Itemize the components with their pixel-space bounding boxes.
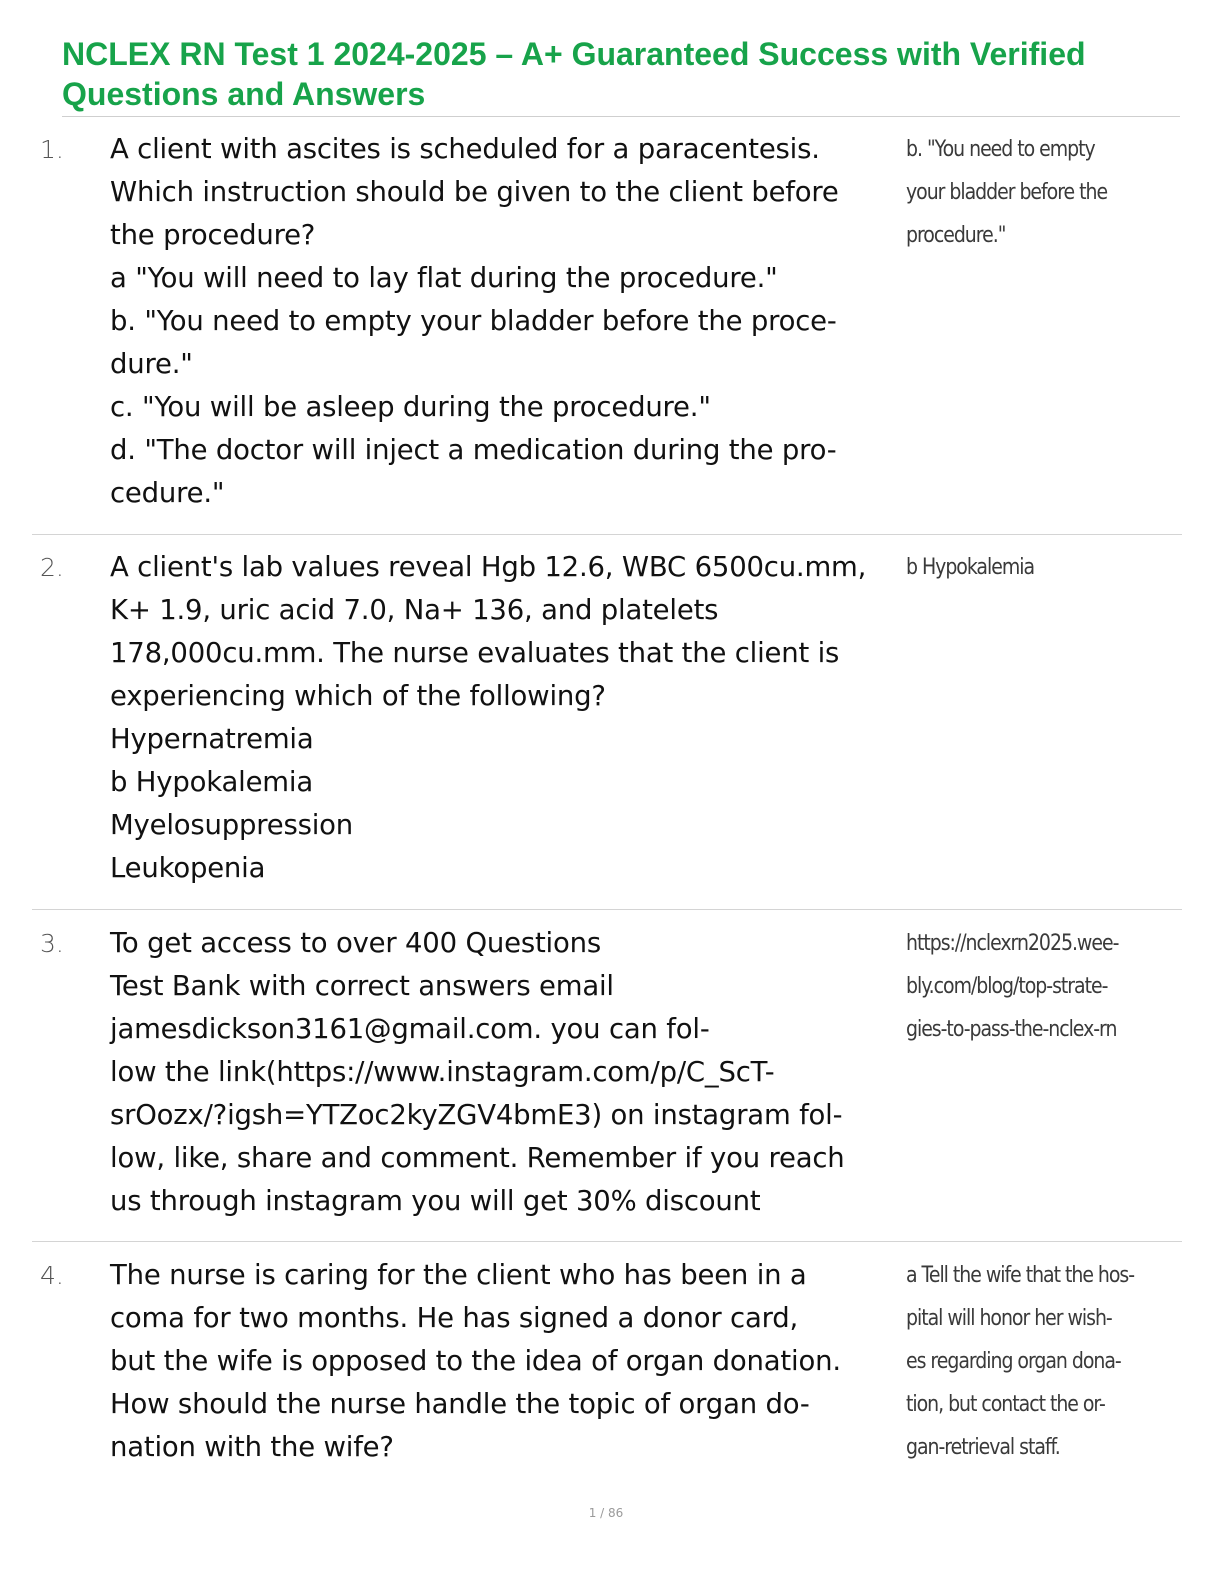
question-divider bbox=[32, 909, 1182, 910]
question-line: low the link(https://www.instagram.com/p/C_ScT- bbox=[110, 1056, 775, 1088]
question-line: 178,000cu.mm. The nurse evaluates that the client is bbox=[110, 637, 840, 669]
answer-line: b. "You need to empty bbox=[906, 137, 1095, 162]
question-line: cedure." bbox=[110, 477, 225, 509]
question-line: To get access to over 400 Questions bbox=[110, 927, 601, 959]
answer-line: a Tell the wife that the hos- bbox=[906, 1263, 1135, 1288]
question-line: A client with ascites is scheduled for a paracentesis. bbox=[110, 133, 820, 165]
answer-text bbox=[906, 1254, 1164, 1469]
question-divider bbox=[32, 534, 1182, 535]
answer-line: your bladder before the bbox=[906, 180, 1108, 205]
question-line: Leukopenia bbox=[110, 852, 266, 884]
question-line: Myelosuppression bbox=[110, 809, 354, 841]
document-title bbox=[62, 34, 1212, 114]
answer-line: gan-retrieval staff. bbox=[906, 1435, 1060, 1460]
question-divider bbox=[32, 1241, 1182, 1242]
question-line: c. "You will be asleep during the procedure." bbox=[110, 391, 711, 423]
question-line: The nurse is caring for the client who has been in a bbox=[110, 1259, 807, 1291]
answer-text bbox=[906, 546, 1164, 589]
question-line: coma for two months. He has signed a donor card, bbox=[110, 1302, 799, 1334]
answer-line: pital will honor her wish- bbox=[906, 1306, 1112, 1331]
title-line-1: NCLEX RN Test 1 2024-2025 – A+ Guaranteed Success with Verified bbox=[62, 36, 1086, 72]
question-number: 3. bbox=[40, 929, 64, 958]
answer-line: procedure." bbox=[906, 223, 1006, 248]
question-line: the procedure? bbox=[110, 219, 316, 251]
answer-line: es regarding organ dona- bbox=[906, 1349, 1121, 1374]
answer-line: b Hypokalemia bbox=[906, 555, 1035, 580]
question-text bbox=[110, 922, 900, 1223]
answer-line: tion, but contact the or- bbox=[906, 1392, 1105, 1417]
title-line-2: Questions and Answers bbox=[62, 76, 426, 112]
question-text bbox=[110, 546, 900, 890]
question-line: but the wife is opposed to the idea of organ donation. bbox=[110, 1345, 841, 1377]
question-text bbox=[110, 128, 900, 515]
answer-line: https://nclexrn2025.wee- bbox=[906, 931, 1119, 956]
question-text bbox=[110, 1254, 900, 1469]
page-number: 1 / 86 bbox=[588, 1506, 624, 1520]
question-line: a "You will need to lay flat during the procedure." bbox=[110, 262, 778, 294]
question-line: dure." bbox=[110, 348, 193, 380]
question-number: 1. bbox=[40, 135, 64, 164]
question-number: 4. bbox=[40, 1261, 64, 1290]
question-line: How should the nurse handle the topic of organ do- bbox=[110, 1388, 810, 1420]
question-line: b Hypokalemia bbox=[110, 766, 313, 798]
question-line: us through instagram you will get 30% discount bbox=[110, 1185, 761, 1217]
question-line: Test Bank with correct answers email bbox=[110, 970, 614, 1002]
question-line: experiencing which of the following? bbox=[110, 680, 606, 712]
answer-text bbox=[906, 128, 1164, 257]
question-line: b. "You need to empty your bladder before the proce- bbox=[110, 305, 837, 337]
question-line: Which instruction should be given to the client before bbox=[110, 176, 839, 208]
answer-text bbox=[906, 922, 1164, 1051]
question-line: K+ 1.9, uric acid 7.0, Na+ 136, and platelets bbox=[110, 594, 719, 626]
question-line: Hypernatremia bbox=[110, 723, 314, 755]
question-line: low, like, share and comment. Remember if you reach bbox=[110, 1142, 845, 1174]
question-line: nation with the wife? bbox=[110, 1431, 394, 1463]
question-line: jamesdickson3161@gmail.com. you can fol- bbox=[110, 1013, 710, 1045]
question-number: 2. bbox=[40, 553, 64, 582]
title-rule bbox=[62, 116, 1180, 117]
question-line: srOozx/?igsh=YTZoc2kyZGV4bmE3) on instagram fol- bbox=[110, 1099, 843, 1131]
answer-line: bly.com/blog/top-strate- bbox=[906, 974, 1108, 999]
answer-line: gies-to-pass-the-nclex-rn bbox=[906, 1017, 1117, 1042]
question-line: d. "The doctor will inject a medication during the pro- bbox=[110, 434, 837, 466]
question-line: A client's lab values reveal Hgb 12.6, WBC 6500cu.mm, bbox=[110, 551, 867, 583]
